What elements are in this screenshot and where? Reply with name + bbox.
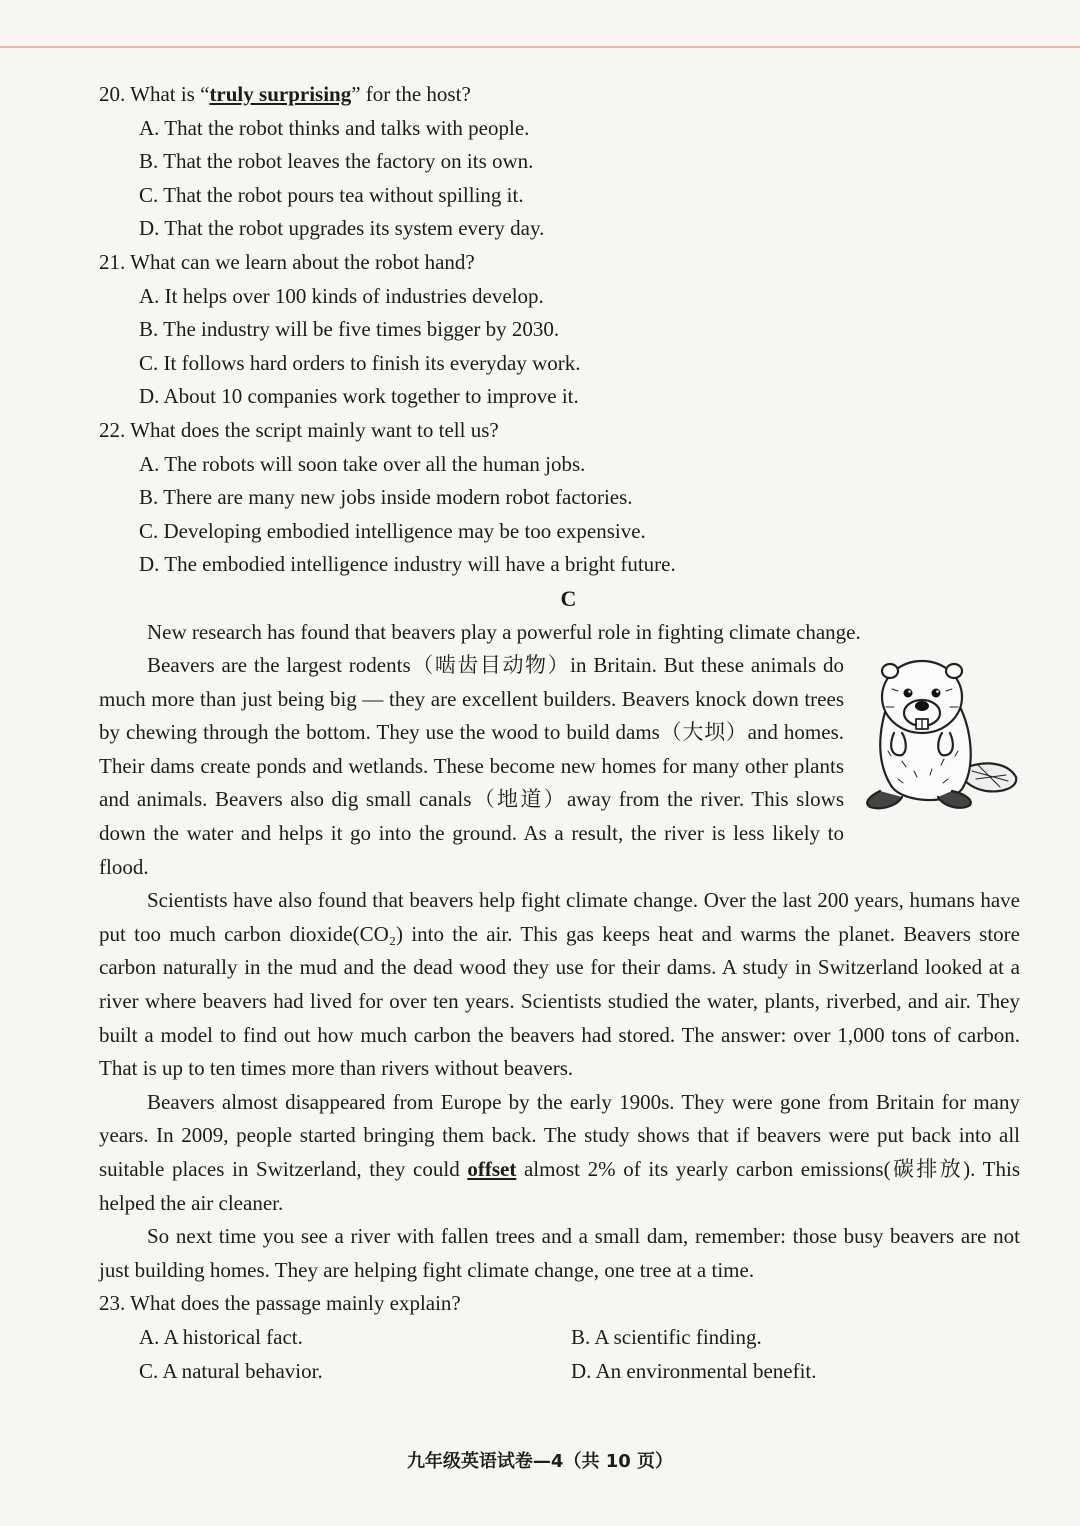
question-23: 23. What does the passage mainly explain? <box>99 1291 461 1316</box>
passage-paragraph-1: New research has found that beavers play a powerful role in fighting climate change. <box>147 619 861 644</box>
question-22: 22. What does the script mainly want to tell us? <box>99 417 499 442</box>
q23-options-row-1 <box>139 1321 1020 1355</box>
question-20-stem-end: ” for the host? <box>351 82 471 106</box>
q23-option-a: A. A historical fact. <box>139 1324 303 1349</box>
beaver-icon <box>858 651 1026 821</box>
q22-option-b: B. There are many new jobs inside modern robot factories. <box>139 485 633 510</box>
beaver-illustration <box>858 651 1026 821</box>
paragraph-4-start: Beavers almost disappeared from Europe by the early 1900s. They were gone from Britain for many years. In 2009, people started bringing them back. The study shows that if beavers were put back into all suitable places in Switzerland, they could <box>99 1089 1020 1181</box>
q22-option-d: D. The embodied intelligence industry will have a bright future. <box>139 552 676 577</box>
top-edge-line <box>0 46 1080 48</box>
underlined-word-offset: offset <box>467 1157 517 1181</box>
q21-option-d: D. About 10 companies work together to improve it. <box>139 384 579 409</box>
question-20-number: 20. <box>99 82 126 106</box>
passage-paragraph-4 <box>99 1086 1020 1220</box>
q20-option-d: D. That the robot upgrades its system every day. <box>139 216 545 241</box>
passage-paragraph-5: So next time you see a river with fallen trees and a small dam, remember: those busy beavers are not just building homes. They are helping fight climate change, one tree at a time. <box>99 1224 1020 1282</box>
paragraph-4-end: almost 2% of its yearly carbon emissions(碳排放). This helped the air cleaner. <box>99 1157 1020 1215</box>
q21-option-b: B. The industry will be five times bigger by 2030. <box>139 317 560 342</box>
q23-options-row-2 <box>139 1355 1020 1389</box>
question-20-underlined-phrase: truly surprising <box>209 82 352 106</box>
passage-paragraph-2: Beavers are the largest rodents（啮齿目动物）in Britain. But these animals do much more than just being big — they are excellent builders. Beavers knock down trees by chewing through the bottom. They use the wood to build dams（大坝）and homes. Their dams create ponds and wetlands. These become new homes for many other plants and animals. Beavers also dig small canals（地道）away from the river. This slows down the water and helps it go into the ground. As a result, the river is less likely to flood. <box>99 653 844 879</box>
q20-option-c: C. That the robot pours tea without spilling it. <box>139 182 524 207</box>
q23-option-b: B. A scientific finding. <box>571 1324 762 1349</box>
q21-option-a: A. It helps over 100 kinds of industries develop. <box>139 283 544 308</box>
question-20-stem-start: What is “ <box>130 82 210 106</box>
q21-option-c: C. It follows hard orders to finish its everyday work. <box>139 350 581 375</box>
q23-option-d: D. An environmental benefit. <box>571 1358 817 1383</box>
question-20 <box>99 78 1020 112</box>
page-footer: 九年级英语试卷—4（共 10 页） <box>406 1451 674 1472</box>
exam-page <box>99 78 1020 1388</box>
q22-option-c: C. Developing embodied intelligence may be too expensive. <box>139 518 646 543</box>
q23-option-c: C. A natural behavior. <box>139 1358 323 1383</box>
q22-option-a: A. The robots will soon take over all the human jobs. <box>139 451 586 476</box>
q20-option-a: A. That the robot thinks and talks with people. <box>139 115 530 140</box>
q20-option-b: B. That the robot leaves the factory on its own. <box>139 149 534 174</box>
section-heading: C <box>560 585 577 611</box>
question-21: 21. What can we learn about the robot hand? <box>99 249 475 274</box>
passage-paragraph-3: Scientists have also found that beavers help fight climate change. Over the last 200 years, humans have put too much carbon dioxide(CO₂) into the air. This gas keeps heat and warms the planet. Beavers store carbon naturally in the mud and the dead wood they use for their dams. A study in Switzerland looked at a river where beavers had lived for over ten years. Scientists studied the water, plants, riverbed, and air. They built a model to find out how much carbon the beavers had stored. The answer: over 1,000 tons of carbon. That is up to ten times more than rivers without beavers. <box>99 888 1020 1081</box>
